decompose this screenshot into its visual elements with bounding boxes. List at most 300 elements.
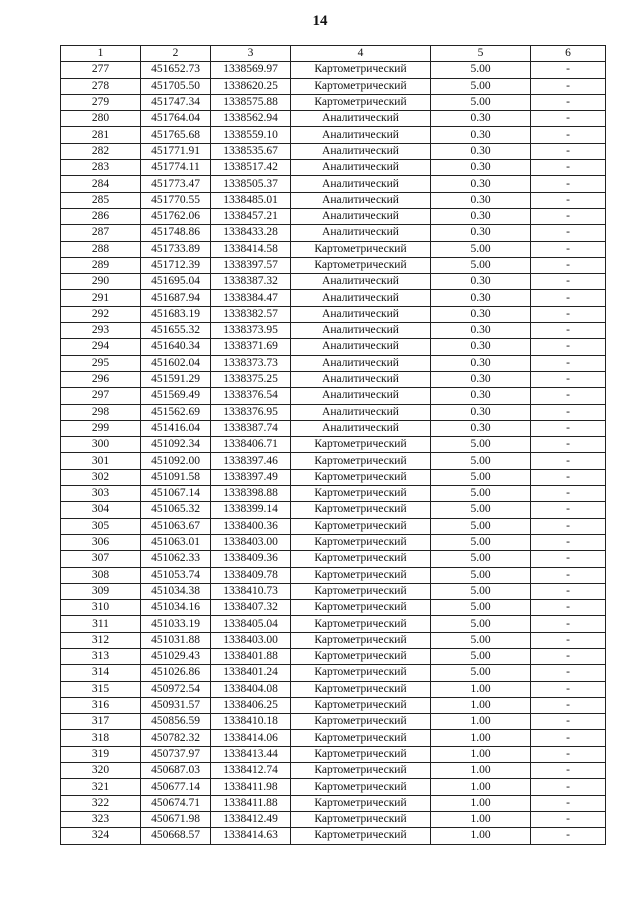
accuracy-cell: 5.00 — [431, 502, 531, 518]
table-body — [61, 62, 606, 844]
method-cell: Картометрический — [291, 518, 431, 534]
y-coordinate-cell: 1338562.94 — [211, 111, 291, 127]
accuracy-cell: 1.00 — [431, 795, 531, 811]
method-cell: Картометрический — [291, 94, 431, 110]
x-coordinate-cell: 451652.73 — [141, 62, 211, 78]
point-number-cell: 303 — [61, 486, 141, 502]
point-number-cell: 285 — [61, 192, 141, 208]
y-coordinate-cell: 1338382.57 — [211, 306, 291, 322]
table-row — [61, 371, 606, 387]
x-coordinate-cell: 451773.47 — [141, 176, 211, 192]
method-cell: Картометрический — [291, 257, 431, 273]
y-coordinate-cell: 1338535.67 — [211, 143, 291, 159]
method-cell: Картометрический — [291, 486, 431, 502]
x-coordinate-cell: 451747.34 — [141, 94, 211, 110]
accuracy-cell: 0.30 — [431, 306, 531, 322]
accuracy-cell: 0.30 — [431, 111, 531, 127]
method-cell: Аналитический — [291, 371, 431, 387]
method-cell: Картометрический — [291, 437, 431, 453]
method-cell: Аналитический — [291, 274, 431, 290]
point-number-cell: 277 — [61, 62, 141, 78]
point-number-cell: 292 — [61, 306, 141, 322]
note-cell: - — [531, 127, 606, 143]
note-cell: - — [531, 388, 606, 404]
x-coordinate-cell: 451705.50 — [141, 78, 211, 94]
table-row — [61, 632, 606, 648]
column-header-2: 2 — [141, 46, 211, 62]
x-coordinate-cell: 451683.19 — [141, 306, 211, 322]
point-number-cell: 321 — [61, 779, 141, 795]
accuracy-cell: 0.30 — [431, 290, 531, 306]
y-coordinate-cell: 1338413.44 — [211, 746, 291, 762]
y-coordinate-cell: 1338403.00 — [211, 632, 291, 648]
point-number-cell: 324 — [61, 828, 141, 844]
y-coordinate-cell: 1338398.88 — [211, 486, 291, 502]
point-number-cell: 312 — [61, 632, 141, 648]
y-coordinate-cell: 1338569.97 — [211, 62, 291, 78]
y-coordinate-cell: 1338371.69 — [211, 339, 291, 355]
column-header-4: 4 — [291, 46, 431, 62]
accuracy-cell: 1.00 — [431, 811, 531, 827]
method-cell: Аналитический — [291, 420, 431, 436]
method-cell: Картометрический — [291, 648, 431, 664]
accuracy-cell: 5.00 — [431, 600, 531, 616]
table-row — [61, 746, 606, 762]
column-header-1: 1 — [61, 46, 141, 62]
method-cell: Аналитический — [291, 160, 431, 176]
note-cell: - — [531, 225, 606, 241]
table-row — [61, 160, 606, 176]
x-coordinate-cell: 451771.91 — [141, 143, 211, 159]
y-coordinate-cell: 1338399.14 — [211, 502, 291, 518]
y-coordinate-cell: 1338384.47 — [211, 290, 291, 306]
x-coordinate-cell: 450671.98 — [141, 811, 211, 827]
note-cell: - — [531, 208, 606, 224]
point-number-cell: 283 — [61, 160, 141, 176]
accuracy-cell: 1.00 — [431, 681, 531, 697]
x-coordinate-cell: 451034.38 — [141, 583, 211, 599]
point-number-cell: 281 — [61, 127, 141, 143]
accuracy-cell: 0.30 — [431, 371, 531, 387]
y-coordinate-cell: 1338406.71 — [211, 437, 291, 453]
point-number-cell: 314 — [61, 665, 141, 681]
note-cell: - — [531, 143, 606, 159]
table-row — [61, 730, 606, 746]
accuracy-cell: 5.00 — [431, 567, 531, 583]
column-header-3: 3 — [211, 46, 291, 62]
table-row — [61, 714, 606, 730]
y-coordinate-cell: 1338406.25 — [211, 697, 291, 713]
method-cell: Аналитический — [291, 290, 431, 306]
point-number-cell: 297 — [61, 388, 141, 404]
point-number-cell: 301 — [61, 453, 141, 469]
y-coordinate-cell: 1338397.57 — [211, 257, 291, 273]
accuracy-cell: 5.00 — [431, 257, 531, 273]
point-number-cell: 316 — [61, 697, 141, 713]
x-coordinate-cell: 451762.06 — [141, 208, 211, 224]
x-coordinate-cell: 451770.55 — [141, 192, 211, 208]
x-coordinate-cell: 451062.33 — [141, 551, 211, 567]
accuracy-cell: 5.00 — [431, 437, 531, 453]
y-coordinate-cell: 1338410.73 — [211, 583, 291, 599]
accuracy-cell: 0.30 — [431, 192, 531, 208]
method-cell: Картометрический — [291, 681, 431, 697]
accuracy-cell: 1.00 — [431, 714, 531, 730]
x-coordinate-cell: 451591.29 — [141, 371, 211, 387]
accuracy-cell: 0.30 — [431, 274, 531, 290]
x-coordinate-cell: 451764.04 — [141, 111, 211, 127]
x-coordinate-cell: 451733.89 — [141, 241, 211, 257]
method-cell: Картометрический — [291, 551, 431, 567]
method-cell: Аналитический — [291, 208, 431, 224]
method-cell: Аналитический — [291, 323, 431, 339]
y-coordinate-cell: 1338376.95 — [211, 404, 291, 420]
method-cell: Картометрический — [291, 600, 431, 616]
header-row — [61, 46, 606, 62]
accuracy-cell: 5.00 — [431, 78, 531, 94]
note-cell: - — [531, 681, 606, 697]
accuracy-cell: 5.00 — [431, 551, 531, 567]
note-cell: - — [531, 339, 606, 355]
column-header-5: 5 — [431, 46, 531, 62]
coordinates-table — [60, 45, 606, 845]
note-cell: - — [531, 62, 606, 78]
y-coordinate-cell: 1338414.06 — [211, 730, 291, 746]
x-coordinate-cell: 451655.32 — [141, 323, 211, 339]
point-number-cell: 290 — [61, 274, 141, 290]
table-row — [61, 697, 606, 713]
note-cell: - — [531, 176, 606, 192]
x-coordinate-cell: 451562.69 — [141, 404, 211, 420]
x-coordinate-cell: 451029.43 — [141, 648, 211, 664]
accuracy-cell: 5.00 — [431, 486, 531, 502]
x-coordinate-cell: 451031.88 — [141, 632, 211, 648]
accuracy-cell: 1.00 — [431, 828, 531, 844]
point-number-cell: 307 — [61, 551, 141, 567]
table-row — [61, 355, 606, 371]
accuracy-cell: 5.00 — [431, 665, 531, 681]
point-number-cell: 284 — [61, 176, 141, 192]
note-cell: - — [531, 437, 606, 453]
table-row — [61, 323, 606, 339]
point-number-cell: 280 — [61, 111, 141, 127]
method-cell: Картометрический — [291, 241, 431, 257]
note-cell: - — [531, 371, 606, 387]
method-cell: Картометрический — [291, 469, 431, 485]
note-cell: - — [531, 160, 606, 176]
point-number-cell: 295 — [61, 355, 141, 371]
column-header-6: 6 — [531, 46, 606, 62]
note-cell: - — [531, 730, 606, 746]
table-row — [61, 225, 606, 241]
table-row — [61, 648, 606, 664]
x-coordinate-cell: 451640.34 — [141, 339, 211, 355]
table-row — [61, 78, 606, 94]
point-number-cell: 319 — [61, 746, 141, 762]
method-cell: Картометрический — [291, 730, 431, 746]
y-coordinate-cell: 1338414.63 — [211, 828, 291, 844]
accuracy-cell: 0.30 — [431, 420, 531, 436]
table-row — [61, 763, 606, 779]
note-cell: - — [531, 632, 606, 648]
note-cell: - — [531, 551, 606, 567]
point-number-cell: 302 — [61, 469, 141, 485]
method-cell: Аналитический — [291, 339, 431, 355]
table-row — [61, 208, 606, 224]
table-row — [61, 551, 606, 567]
table-row — [61, 257, 606, 273]
x-coordinate-cell: 450782.32 — [141, 730, 211, 746]
table-row — [61, 241, 606, 257]
note-cell: - — [531, 486, 606, 502]
note-cell: - — [531, 828, 606, 844]
method-cell: Картометрический — [291, 616, 431, 632]
point-number-cell: 305 — [61, 518, 141, 534]
note-cell: - — [531, 616, 606, 632]
note-cell: - — [531, 583, 606, 599]
method-cell: Картометрический — [291, 502, 431, 518]
accuracy-cell: 1.00 — [431, 779, 531, 795]
accuracy-cell: 1.00 — [431, 746, 531, 762]
table-row — [61, 404, 606, 420]
point-number-cell: 282 — [61, 143, 141, 159]
method-cell: Картометрический — [291, 746, 431, 762]
table-row — [61, 534, 606, 550]
note-cell: - — [531, 600, 606, 616]
point-number-cell: 278 — [61, 78, 141, 94]
table-row — [61, 192, 606, 208]
y-coordinate-cell: 1338397.49 — [211, 469, 291, 485]
accuracy-cell: 5.00 — [431, 632, 531, 648]
accuracy-cell: 0.30 — [431, 323, 531, 339]
accuracy-cell: 0.30 — [431, 127, 531, 143]
note-cell: - — [531, 779, 606, 795]
point-number-cell: 304 — [61, 502, 141, 518]
point-number-cell: 318 — [61, 730, 141, 746]
method-cell: Аналитический — [291, 306, 431, 322]
table-row — [61, 811, 606, 827]
table-row — [61, 290, 606, 306]
method-cell: Картометрический — [291, 534, 431, 550]
accuracy-cell: 5.00 — [431, 616, 531, 632]
note-cell: - — [531, 306, 606, 322]
note-cell: - — [531, 94, 606, 110]
accuracy-cell: 0.30 — [431, 339, 531, 355]
x-coordinate-cell: 451063.67 — [141, 518, 211, 534]
x-coordinate-cell: 451687.94 — [141, 290, 211, 306]
note-cell: - — [531, 257, 606, 273]
y-coordinate-cell: 1338404.08 — [211, 681, 291, 697]
method-cell: Аналитический — [291, 225, 431, 241]
y-coordinate-cell: 1338412.49 — [211, 811, 291, 827]
y-coordinate-cell: 1338387.74 — [211, 420, 291, 436]
table-row — [61, 616, 606, 632]
point-number-cell: 293 — [61, 323, 141, 339]
y-coordinate-cell: 1338405.04 — [211, 616, 291, 632]
method-cell: Картометрический — [291, 763, 431, 779]
method-cell: Картометрический — [291, 632, 431, 648]
method-cell: Картометрический — [291, 62, 431, 78]
method-cell: Аналитический — [291, 192, 431, 208]
x-coordinate-cell: 451695.04 — [141, 274, 211, 290]
note-cell: - — [531, 420, 606, 436]
method-cell: Картометрический — [291, 811, 431, 827]
point-number-cell: 309 — [61, 583, 141, 599]
accuracy-cell: 0.30 — [431, 176, 531, 192]
x-coordinate-cell: 451765.68 — [141, 127, 211, 143]
note-cell: - — [531, 746, 606, 762]
accuracy-cell: 0.30 — [431, 404, 531, 420]
x-coordinate-cell: 451569.49 — [141, 388, 211, 404]
accuracy-cell: 5.00 — [431, 453, 531, 469]
x-coordinate-cell: 451026.86 — [141, 665, 211, 681]
method-cell: Картометрический — [291, 453, 431, 469]
point-number-cell: 287 — [61, 225, 141, 241]
note-cell: - — [531, 355, 606, 371]
x-coordinate-cell: 451416.04 — [141, 420, 211, 436]
table-row — [61, 828, 606, 844]
note-cell: - — [531, 78, 606, 94]
point-number-cell: 296 — [61, 371, 141, 387]
point-number-cell: 315 — [61, 681, 141, 697]
y-coordinate-cell: 1338517.42 — [211, 160, 291, 176]
y-coordinate-cell: 1338412.74 — [211, 763, 291, 779]
table-row — [61, 388, 606, 404]
method-cell: Аналитический — [291, 143, 431, 159]
table-row — [61, 306, 606, 322]
y-coordinate-cell: 1338409.36 — [211, 551, 291, 567]
note-cell: - — [531, 192, 606, 208]
y-coordinate-cell: 1338375.25 — [211, 371, 291, 387]
point-number-cell: 308 — [61, 567, 141, 583]
x-coordinate-cell: 451034.16 — [141, 600, 211, 616]
method-cell: Аналитический — [291, 176, 431, 192]
x-coordinate-cell: 451063.01 — [141, 534, 211, 550]
y-coordinate-cell: 1338397.46 — [211, 453, 291, 469]
table-row — [61, 665, 606, 681]
point-number-cell: 299 — [61, 420, 141, 436]
y-coordinate-cell: 1338411.98 — [211, 779, 291, 795]
x-coordinate-cell: 451065.32 — [141, 502, 211, 518]
accuracy-cell: 5.00 — [431, 469, 531, 485]
method-cell: Аналитический — [291, 127, 431, 143]
x-coordinate-cell: 450674.71 — [141, 795, 211, 811]
method-cell: Картометрический — [291, 828, 431, 844]
table-row — [61, 600, 606, 616]
table-row — [61, 437, 606, 453]
x-coordinate-cell: 450737.97 — [141, 746, 211, 762]
table-row — [61, 502, 606, 518]
note-cell: - — [531, 404, 606, 420]
accuracy-cell: 1.00 — [431, 730, 531, 746]
x-coordinate-cell: 450972.54 — [141, 681, 211, 697]
point-number-cell: 289 — [61, 257, 141, 273]
y-coordinate-cell: 1338410.18 — [211, 714, 291, 730]
accuracy-cell: 5.00 — [431, 62, 531, 78]
point-number-cell: 279 — [61, 94, 141, 110]
point-number-cell: 311 — [61, 616, 141, 632]
x-coordinate-cell: 450677.14 — [141, 779, 211, 795]
accuracy-cell: 5.00 — [431, 648, 531, 664]
note-cell: - — [531, 763, 606, 779]
method-cell: Картометрический — [291, 714, 431, 730]
y-coordinate-cell: 1338401.88 — [211, 648, 291, 664]
table-row — [61, 453, 606, 469]
accuracy-cell: 1.00 — [431, 763, 531, 779]
accuracy-cell: 5.00 — [431, 534, 531, 550]
note-cell: - — [531, 697, 606, 713]
note-cell: - — [531, 274, 606, 290]
table-row — [61, 143, 606, 159]
accuracy-cell: 5.00 — [431, 583, 531, 599]
point-number-cell: 306 — [61, 534, 141, 550]
table-row — [61, 681, 606, 697]
x-coordinate-cell: 451712.39 — [141, 257, 211, 273]
y-coordinate-cell: 1338373.73 — [211, 355, 291, 371]
note-cell: - — [531, 518, 606, 534]
method-cell: Аналитический — [291, 404, 431, 420]
note-cell: - — [531, 323, 606, 339]
note-cell: - — [531, 534, 606, 550]
accuracy-cell: 5.00 — [431, 241, 531, 257]
y-coordinate-cell: 1338411.88 — [211, 795, 291, 811]
accuracy-cell: 5.00 — [431, 94, 531, 110]
table-row — [61, 127, 606, 143]
y-coordinate-cell: 1338485.01 — [211, 192, 291, 208]
table-row — [61, 518, 606, 534]
y-coordinate-cell: 1338433.28 — [211, 225, 291, 241]
y-coordinate-cell: 1338559.10 — [211, 127, 291, 143]
method-cell: Картометрический — [291, 665, 431, 681]
point-number-cell: 291 — [61, 290, 141, 306]
y-coordinate-cell: 1338387.32 — [211, 274, 291, 290]
x-coordinate-cell: 451774.11 — [141, 160, 211, 176]
point-number-cell: 298 — [61, 404, 141, 420]
point-number-cell: 294 — [61, 339, 141, 355]
table-row — [61, 486, 606, 502]
x-coordinate-cell: 451748.86 — [141, 225, 211, 241]
y-coordinate-cell: 1338457.21 — [211, 208, 291, 224]
table-row — [61, 339, 606, 355]
x-coordinate-cell: 450856.59 — [141, 714, 211, 730]
accuracy-cell: 0.30 — [431, 388, 531, 404]
y-coordinate-cell: 1338400.36 — [211, 518, 291, 534]
y-coordinate-cell: 1338376.54 — [211, 388, 291, 404]
x-coordinate-cell: 451053.74 — [141, 567, 211, 583]
y-coordinate-cell: 1338373.95 — [211, 323, 291, 339]
accuracy-cell: 0.30 — [431, 355, 531, 371]
point-number-cell: 320 — [61, 763, 141, 779]
x-coordinate-cell: 451092.00 — [141, 453, 211, 469]
note-cell: - — [531, 714, 606, 730]
point-number-cell: 317 — [61, 714, 141, 730]
table-row — [61, 469, 606, 485]
x-coordinate-cell: 450931.57 — [141, 697, 211, 713]
table-row — [61, 111, 606, 127]
point-number-cell: 313 — [61, 648, 141, 664]
method-cell: Картометрический — [291, 567, 431, 583]
x-coordinate-cell: 451092.34 — [141, 437, 211, 453]
note-cell: - — [531, 111, 606, 127]
y-coordinate-cell: 1338620.25 — [211, 78, 291, 94]
point-number-cell: 322 — [61, 795, 141, 811]
note-cell: - — [531, 502, 606, 518]
method-cell: Картометрический — [291, 795, 431, 811]
x-coordinate-cell: 451602.04 — [141, 355, 211, 371]
y-coordinate-cell: 1338505.37 — [211, 176, 291, 192]
y-coordinate-cell: 1338409.78 — [211, 567, 291, 583]
method-cell: Картометрический — [291, 583, 431, 599]
